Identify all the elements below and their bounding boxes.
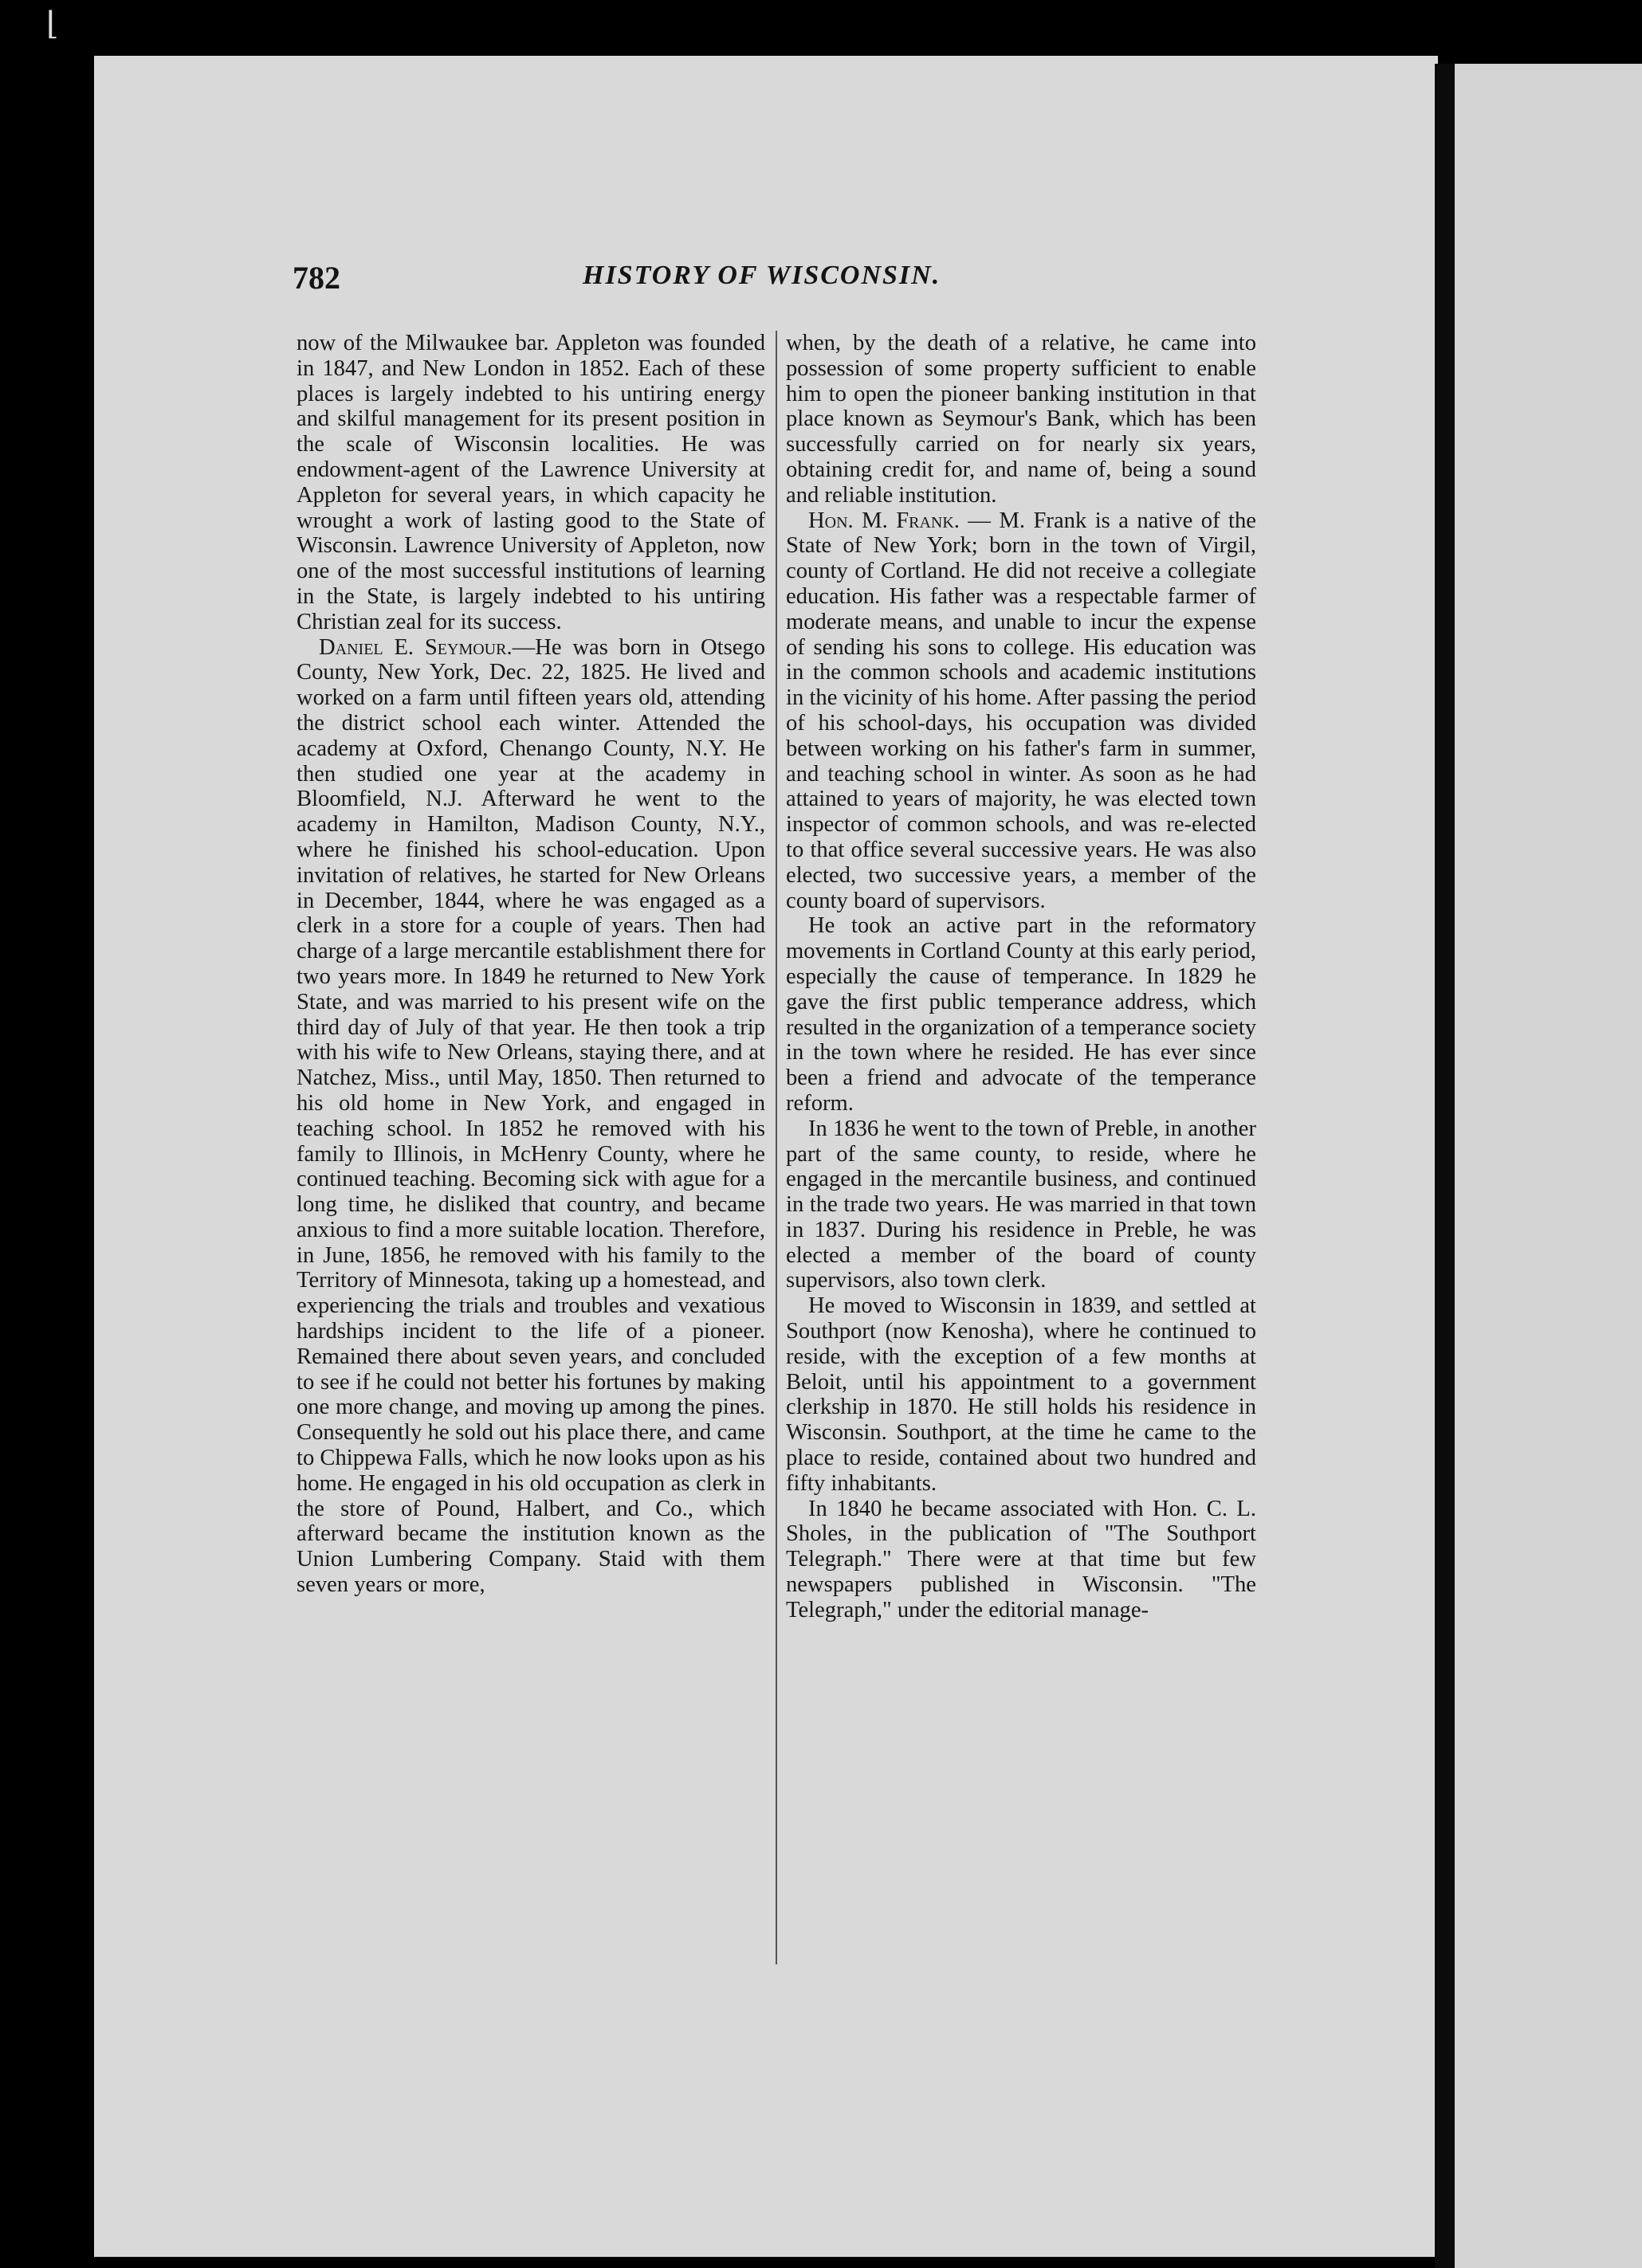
entry-text: — M. Frank is a native of the State of New York; born in the town of Virgil, county of Cortland. He did not receive a collegiate education. His father was a respectable farmer of moderate means, and unable to incur the expense of sending his sons to college. His education was in the common schools and academic institutions in the vicinity of his home. After passing the period of his school-days, his occupation was divided between working on his father's farm in summer, and teaching school in winter. As soon as he had attained to years of majority, he was elected town inspector of common schools, and was re-elected to that office several successive years. He was also elected, two successive years, a member of the county board of supervisors.	[786, 508, 1256, 913]
entry-name: Daniel E. Seymour.	[319, 634, 513, 660]
running-head	[293, 259, 978, 307]
paragraph: when, by the death of a relative, he came into possession of some property sufficient to enable him to open the pioneer banking institution in that place known as Seymour's Bank, which has been successfully carried on for nearly six years, obtaining credit for, and name of, being a sound and reliable institution.	[786, 331, 1256, 508]
paragraph	[786, 508, 1256, 914]
scan-mark: ⌊	[46, 6, 59, 41]
paragraph	[297, 635, 765, 1598]
paragraph: now of the Milwaukee bar. Appleton was founded in 1847, and New London in 1852. Each of these places is largely indebted to his untiring energy and skilful management for its present position in the scale of Wisconsin localities. He was endowment-agent of the Lawrence University at Appleton for several years, in which capacity he wrought a work of lasting good to the State of Wisconsin. Lawrence University of Appleton, now one of the most successful institutions of learning in the State, is largely indebted to his untiring Christian zeal for its success.	[297, 331, 765, 634]
paragraph: He took an active part in the reformatory movements in Cortland County at this early period, especially the cause of temperance. In 1829 he gave the first public temperance address, which resulted in the organization of a temperance society in the town where he resided. He has ever since been a friend and advocate of the temperance reform.	[786, 913, 1256, 1116]
entry-name: Hon. M. Frank.	[808, 508, 960, 533]
entry-text: —He was born in Otsego County, New York, Dec. 22, 1825. He lived and worked on a farm until fifteen years old, attending the district school each winter. Attended the academy at Oxford, Chenango County, N.Y. He then studied one year at the academy in Bloomfield, N.J. Afterward he went to the academy in Hamilton, Madison County, N.Y., where he finished his school-education. Upon invitation of relatives, he started for New Orleans in December, 1844, where he was engaged as a clerk in a store for a couple of years. Then had charge of a large mercantile establishment there for two years more. In 1849 he returned to New York State, and was married to his present wife on the third day of July of that year. He then took a trip with his wife to New Orleans, staying there, and at Natchez, Miss., until May, 1850. Then returned to his old home in New York, and engaged in teaching school. In 1852 he removed with his family to Illinois, in McHenry County, where he continued teaching. Becoming sick with ague for a long time, he disliked that country, and became anxious to find a more suitable location. Therefore, in June, 1856, he removed with his family to the Territory of Minnesota, taking up a homestead, and experiencing the trials and troubles and vexatious hardships incident to the life of a pioneer. Remained there about seven years, and concluded to see if he could not better his fortunes by making one more change, and moving up among the pines. Consequently he sold out his place there, and came to Chippewa Falls, which he now looks upon as his home. He engaged in his old occupation as clerk in the store of Pound, Halbert, and Co., which afterward became the institution known as the Union Lumbering Company. Staid with them seven years or more,	[297, 634, 765, 1598]
binding-shadow	[1435, 64, 1455, 2268]
page-number: 782	[293, 260, 340, 296]
column-divider	[776, 331, 777, 1964]
right-column	[786, 331, 1256, 1623]
book-title: HISTORY OF WISCONSIN.	[583, 261, 941, 290]
paragraph: He moved to Wisconsin in 1839, and settled at Southport (now Kenosha), where he continued to reside, with the exception of a few months at Beloit, until his appointment to a government clerkship in 1870. He still holds his residence in Wisconsin. Southport, at the time he came to the place to reside, contained about two hundred and fifty inhabitants.	[786, 1293, 1256, 1496]
facing-page-edge	[1455, 64, 1642, 2268]
left-column	[297, 331, 765, 1598]
paragraph: In 1836 he went to the town of Preble, in another part of the same county, to reside, where he engaged in the mercantile business, and continued in the trade two years. He was married in that town in 1837. During his residence in Preble, he was elected a member of the board of county supervisors, also town clerk.	[786, 1116, 1256, 1293]
paragraph: In 1840 he became associated with Hon. C. L. Sholes, in the publication of "The Southport Telegraph." There were at that time but few newspapers published in Wisconsin. "The Telegraph," under the editorial manage-	[786, 1496, 1256, 1623]
